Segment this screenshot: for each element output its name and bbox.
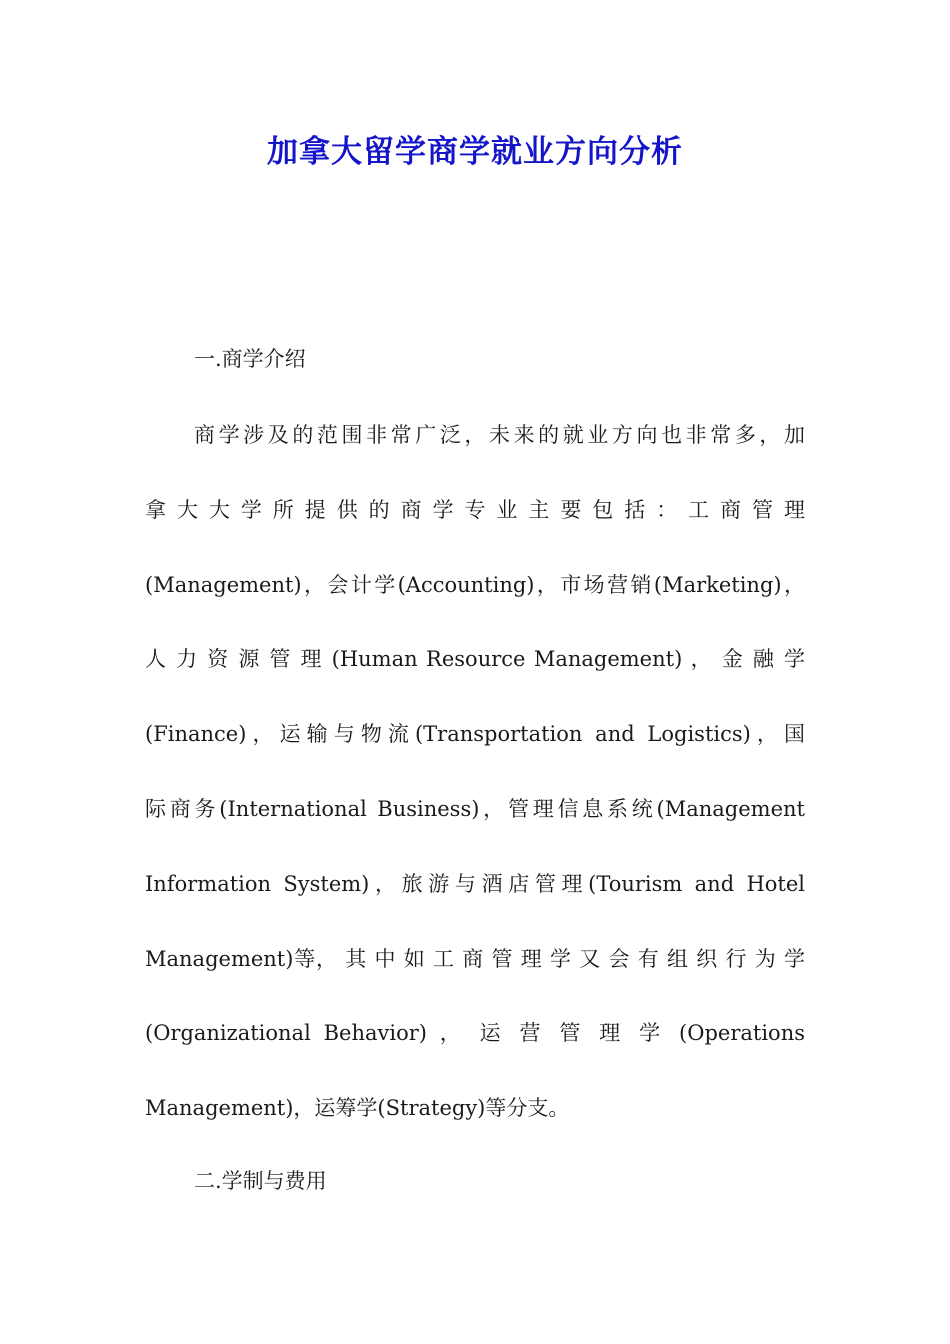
section-heading-duration-fees: 二.学制与费用 [194,1169,327,1193]
paragraph-line: (Finance)，运输与物流(Transportation and Logistics)，国 [145,722,805,747]
paragraph-line: 商学涉及的范围非常广泛，未来的就业方向也非常多，加 [194,423,805,447]
paragraph-line: (Management)，会计学(Accounting)，市场营销(Marketing)， [145,572,805,597]
paragraph-line: Information System)，旅游与酒店管理(Tourism and Hotel [145,871,805,896]
paragraph-line: 际商务(International Business)，管理信息系统(Management [145,796,805,821]
paragraph-line: 人 力 资 源 管 理 (Human Resource Management) ， 金 融 学 [145,647,805,672]
paragraph-line: 拿 大 大 学 所 提 供 的 商 学 专 业 主 要 包 括 ： 工 商 管 理 [145,497,805,522]
section-heading-business-intro: 一.商学介绍 [194,347,306,371]
paragraph-line: Management)等， 其 中 如 工 商 管 理 学 又 会 有 组 织 行 为 学 [145,946,805,971]
document-title: 加拿大留学商学就业方向分析 [267,134,683,170]
paragraph-line: (Organizational Behavior) ， 运 营 管 理 学 (Operations [145,1021,805,1046]
paragraph-line: Management)，运筹学(Strategy)等分支。 [145,1096,570,1121]
paragraph-business-scope [145,410,805,1158]
